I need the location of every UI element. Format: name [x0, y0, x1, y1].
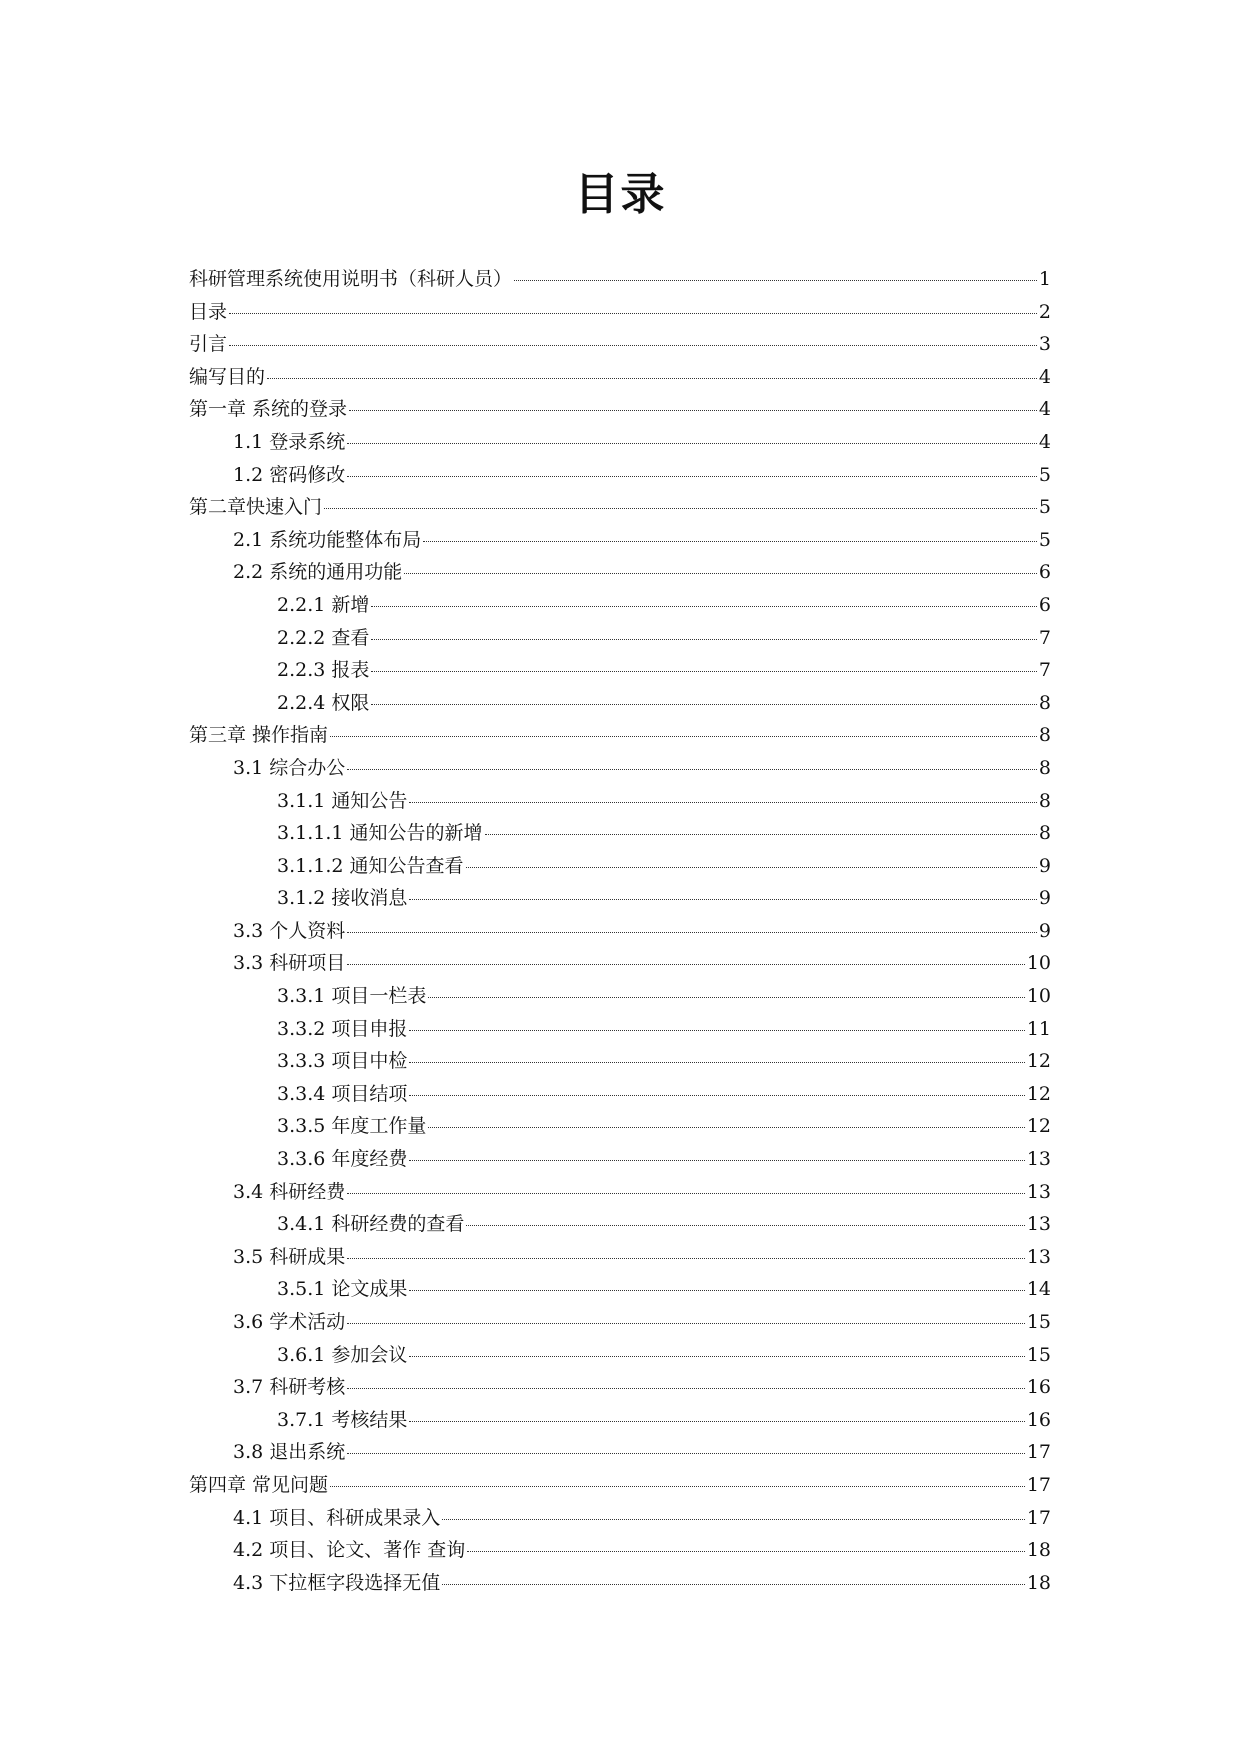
toc-entry-page-number: 5: [1038, 463, 1051, 486]
toc-entry[interactable]: [189, 1144, 1051, 1177]
toc-entry[interactable]: [189, 492, 1051, 525]
toc-entry-page-number: 8: [1038, 789, 1051, 812]
toc-entry-label: 3.4 科研经费: [233, 1180, 346, 1203]
toc-dot-leader: [409, 1420, 1024, 1422]
toc-entry-label: 第四章 常见问题: [189, 1473, 329, 1496]
toc-entry-label: 2.2.3 报表: [277, 659, 370, 682]
toc-entry-label: 编写目的: [189, 365, 266, 388]
toc-entry[interactable]: [189, 720, 1051, 753]
toc-entry-page-number: 8: [1038, 822, 1051, 845]
toc-entry-page-number: 4: [1038, 365, 1051, 388]
toc-entry-label: 4.1 项目、科研成果录入: [233, 1506, 441, 1529]
toc-entry-page-number: 4: [1038, 398, 1051, 421]
toc-entry-label: 3.3 个人资料: [233, 919, 346, 942]
toc-dot-leader: [330, 1485, 1025, 1487]
toc-entry[interactable]: [189, 1242, 1051, 1275]
toc-dot-leader: [466, 866, 1037, 868]
toc-entry-label: 3.1.1.1 通知公告的新增: [277, 822, 483, 845]
toc-dot-leader: [347, 1387, 1025, 1389]
toc-entry-page-number: 17: [1026, 1441, 1051, 1464]
toc-entry-page-number: 11: [1026, 1017, 1051, 1040]
toc-dot-leader: [347, 931, 1037, 933]
toc-entry-page-number: 9: [1038, 919, 1051, 942]
toc-entry[interactable]: [189, 916, 1051, 949]
toc-entry-label: 3.3.4 项目结项: [277, 1082, 408, 1105]
toc-entry[interactable]: [189, 981, 1051, 1014]
toc-entry[interactable]: [189, 623, 1051, 656]
toc-entry[interactable]: [189, 1340, 1051, 1373]
toc-entry-label: 4.2 项目、论文、著作 查询: [233, 1539, 466, 1562]
toc-entry-label: 3.4.1 科研经费的查看: [277, 1213, 465, 1236]
toc-entry[interactable]: [189, 818, 1051, 851]
toc-entry-page-number: 18: [1026, 1571, 1051, 1594]
toc-dot-leader: [371, 670, 1037, 672]
toc-dot-leader: [442, 1583, 1025, 1585]
toc-entry[interactable]: [189, 1307, 1051, 1340]
toc-dot-leader: [347, 475, 1037, 477]
toc-dot-leader: [347, 1192, 1025, 1194]
toc-entry[interactable]: [189, 1111, 1051, 1144]
toc-dot-leader: [514, 279, 1037, 281]
toc-entry[interactable]: [189, 1209, 1051, 1242]
toc-entry-page-number: 10: [1026, 985, 1051, 1008]
toc-entry[interactable]: [189, 1177, 1051, 1210]
toc-dot-leader: [229, 312, 1037, 314]
toc-dot-leader: [347, 442, 1037, 444]
toc-entry-label: 1.1 登录系统: [233, 430, 346, 453]
toc-dot-leader: [267, 377, 1037, 379]
toc-entry-page-number: 8: [1038, 756, 1051, 779]
toc-entry-page-number: 3: [1038, 333, 1051, 356]
toc-dot-leader: [347, 1322, 1025, 1324]
toc-dot-leader: [466, 1224, 1024, 1226]
toc-entry-page-number: 12: [1026, 1050, 1051, 1073]
toc-dot-leader: [347, 1257, 1025, 1259]
toc-dot-leader: [428, 996, 1024, 998]
toc-dot-leader: [347, 768, 1037, 770]
toc-entry-label: 3.6 学术活动: [233, 1311, 346, 1333]
toc-entry-label: 第三章 操作指南: [189, 724, 329, 747]
toc-entry-page-number: 5: [1038, 496, 1051, 519]
toc-entry[interactable]: [189, 1437, 1051, 1470]
toc-entry-page-number: 2: [1038, 300, 1051, 323]
toc-entry-label: 2.2.4 权限: [277, 691, 370, 714]
toc-entry[interactable]: [189, 851, 1051, 884]
toc-entry[interactable]: [189, 655, 1051, 688]
toc-entry-page-number: 6: [1038, 561, 1051, 584]
toc-entry-page-number: 15: [1026, 1343, 1051, 1366]
toc-entry-label: 3.1.2 接收消息: [277, 887, 408, 910]
toc-entry-page-number: 9: [1038, 887, 1051, 910]
toc-entry[interactable]: [189, 525, 1051, 558]
toc-entry-page-number: 12: [1026, 1115, 1051, 1138]
toc-entry[interactable]: [189, 394, 1051, 427]
toc-entry[interactable]: [189, 329, 1051, 362]
toc-dot-leader: [467, 1550, 1025, 1552]
toc-entry-label: 3.3.2 项目申报: [277, 1017, 408, 1040]
toc-entry-page-number: 17: [1026, 1506, 1051, 1529]
toc-dot-leader: [347, 1452, 1025, 1454]
toc-entry-page-number: 13: [1026, 1148, 1051, 1171]
toc-dot-leader: [371, 703, 1037, 705]
toc-entry[interactable]: [189, 883, 1051, 916]
toc-entry[interactable]: [189, 1372, 1051, 1405]
toc-entry[interactable]: [189, 1568, 1051, 1601]
toc-entry-page-number: 13: [1026, 1213, 1051, 1236]
toc-entry-page-number: 6: [1038, 593, 1051, 616]
toc-entry-label: 科研管理系统使用说明书（科研人员）: [189, 268, 513, 290]
toc-entry-label: 第二章快速入门: [189, 496, 323, 519]
toc-entry[interactable]: [189, 786, 1051, 819]
toc-entry-label: 3.3.3 项目中检: [277, 1050, 408, 1073]
toc-entry-page-number: 4: [1038, 430, 1051, 453]
toc-dot-leader: [409, 1289, 1024, 1291]
toc-entry-label: 3.5.1 论文成果: [277, 1278, 408, 1301]
toc-entry-page-number: 16: [1026, 1376, 1051, 1399]
table-of-contents: [189, 264, 1051, 1600]
toc-entry-label: 3.3.5 年度工作量: [277, 1115, 427, 1138]
toc-entry[interactable]: [189, 557, 1051, 590]
toc-entry-label: 2.2 系统的通用功能: [233, 561, 403, 584]
toc-entry[interactable]: [189, 1470, 1051, 1503]
toc-entry-label: 引言: [189, 333, 228, 356]
toc-entry-label: 2.2.2 查看: [277, 626, 370, 649]
toc-entry-page-number: 8: [1038, 691, 1051, 714]
toc-dot-leader: [428, 1126, 1024, 1128]
toc-entry-label: 目录: [189, 300, 228, 323]
toc-entry[interactable]: [189, 1014, 1051, 1047]
toc-entry[interactable]: [189, 297, 1051, 330]
toc-dot-leader: [423, 540, 1037, 542]
toc-entry-page-number: 8: [1038, 724, 1051, 747]
toc-entry-label: 3.3.6 年度经费: [277, 1148, 408, 1171]
toc-entry-page-number: 7: [1038, 659, 1051, 682]
toc-entry-label: 3.7 科研考核: [233, 1376, 346, 1399]
toc-dot-leader: [409, 801, 1037, 803]
toc-entry-page-number: 12: [1026, 1082, 1051, 1105]
page-title: 目录: [574, 169, 667, 220]
toc-entry[interactable]: [189, 264, 1051, 297]
toc-entry-page-number: 13: [1026, 1180, 1051, 1203]
toc-entry[interactable]: [189, 460, 1051, 493]
toc-entry[interactable]: [189, 1046, 1051, 1079]
toc-entry[interactable]: [189, 688, 1051, 721]
toc-entry-label: 3.8 退出系统: [233, 1441, 346, 1464]
toc-entry-page-number: 9: [1038, 854, 1051, 877]
toc-dot-leader: [409, 1355, 1024, 1357]
toc-entry-label: 1.2 密码修改: [233, 463, 346, 486]
toc-dot-leader: [347, 963, 1025, 965]
toc-dot-leader: [409, 898, 1037, 900]
toc-entry-page-number: 7: [1038, 626, 1051, 649]
toc-dot-leader: [330, 735, 1037, 737]
toc-entry[interactable]: [189, 1503, 1051, 1536]
toc-dot-leader: [409, 1094, 1024, 1096]
toc-entry-page-number: 5: [1038, 528, 1051, 551]
toc-dot-leader: [485, 833, 1037, 835]
toc-dot-leader: [409, 1159, 1024, 1161]
toc-dot-leader: [371, 638, 1037, 640]
toc-entry-page-number: 15: [1026, 1311, 1051, 1333]
toc-entry[interactable]: [189, 590, 1051, 623]
toc-entry-label: 3.6.1 参加会议: [277, 1343, 408, 1366]
toc-entry-page-number: 1: [1038, 268, 1051, 290]
toc-entry[interactable]: [189, 362, 1051, 395]
toc-dot-leader: [349, 409, 1037, 411]
toc-entry-page-number: 18: [1026, 1539, 1051, 1562]
toc-entry-label: 3.1.1.2 通知公告查看: [277, 854, 464, 877]
toc-entry-label: 3.1 综合办公: [233, 756, 346, 779]
toc-entry[interactable]: [189, 753, 1051, 786]
toc-entry-label: 3.1.1 通知公告: [277, 789, 408, 812]
toc-dot-leader: [409, 1029, 1024, 1031]
toc-entry[interactable]: [189, 1274, 1051, 1307]
toc-entry[interactable]: [189, 1405, 1051, 1438]
toc-entry-label: 3.7.1 考核结果: [277, 1408, 408, 1431]
toc-dot-leader: [229, 344, 1037, 346]
toc-entry-page-number: 17: [1026, 1473, 1051, 1496]
toc-dot-leader: [409, 1061, 1024, 1063]
toc-entry-label: 2.1 系统功能整体布局: [233, 528, 422, 551]
toc-dot-leader: [442, 1518, 1025, 1520]
toc-entry[interactable]: [189, 1535, 1051, 1568]
toc-entry-page-number: 10: [1026, 952, 1051, 975]
toc-entry-label: 3.3 科研项目: [233, 952, 346, 975]
toc-entry[interactable]: [189, 1079, 1051, 1112]
toc-entry[interactable]: [189, 948, 1051, 981]
toc-entry-page-number: 13: [1026, 1245, 1051, 1268]
toc-dot-leader: [371, 605, 1037, 607]
toc-entry[interactable]: [189, 427, 1051, 460]
toc-dot-leader: [324, 507, 1037, 509]
toc-entry-label: 3.3.1 项目一栏表: [277, 985, 427, 1008]
toc-entry-page-number: 16: [1026, 1408, 1051, 1431]
toc-entry-label: 4.3 下拉框字段选择无值: [233, 1571, 441, 1594]
toc-entry-label: 第一章 系统的登录: [189, 398, 348, 421]
toc-entry-label: 3.5 科研成果: [233, 1245, 346, 1268]
toc-dot-leader: [404, 572, 1037, 574]
toc-entry-page-number: 14: [1026, 1278, 1051, 1301]
toc-entry-label: 2.2.1 新增: [277, 593, 370, 616]
